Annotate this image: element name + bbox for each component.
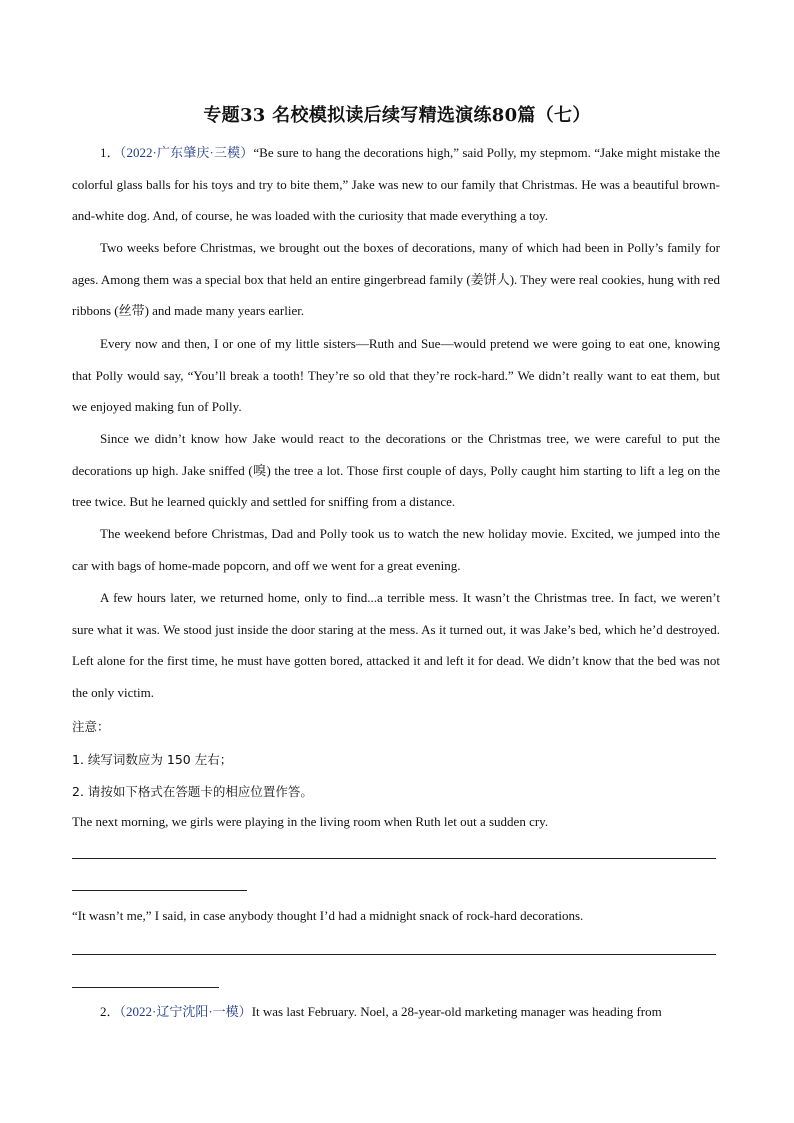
q1-paragraph-1 (72, 137, 720, 232)
note-item-2: 2. 请按如下格式在答题卡的相应位置作答。 (72, 784, 313, 799)
q1-paragraph-6: A few hours later, we returned home, only to find...a terrible mess. It wasn’t the Christmas tree. In fact, we weren’t sure what it was. We stood just inside the door staring at the mess. As it turned out, it was Jake’s bed, which he’d destroyed. Left alone for the first time, he must have gotten bored, attacked it and left it for dead. We didn’t know that the bed was not the only victim. (72, 590, 720, 700)
q2-paragraph-1 (72, 996, 720, 1028)
answer-line (72, 987, 219, 988)
answer-line (72, 890, 247, 891)
q1-paragraph-5: The weekend before Christmas, Dad and Polly took us to watch the new holiday movie. Excited, we jumped into the car with bags of home-made popcorn, and off we went for a great evening. (72, 526, 720, 573)
continuation-prompt-1: The next morning, we girls were playing in the living room when Ruth let out a sudden cry. (72, 814, 549, 829)
answer-line (72, 954, 716, 955)
note-heading: 注意： (72, 719, 110, 734)
q1-source: （2022·广东肇庆·三模） (119, 145, 254, 160)
q1-paragraph-4: Since we didn’t know how Jake would react to the decorations or the Christmas tree, we were careful to put the decorations up high. Jake sniffed (嗅) the tree a lot. Those first couple of days, Polly caught him starting to lift a leg on the tree twice. But he learned quickly and settled for sniffing from a distance. (72, 431, 720, 510)
q1-paragraph-2: Two weeks before Christmas, we brought out the boxes of decorations, many of which had been in Polly’s family for ages. Among them was a special box that held an entire gingerbread family (姜饼人). They were real cookies, hung with red ribbons (丝带) and made many years earlier. (72, 240, 720, 319)
answer-line (72, 858, 716, 859)
q1-number: 1． (100, 145, 120, 160)
q2-text-1: It was last February. Noel, a 28-year-old marketing manager was heading from (251, 1004, 662, 1019)
q2-source: （2022·辽宁沈阳·一模） (119, 1004, 252, 1019)
q2-number: 2． (100, 1004, 120, 1019)
continuation-prompt-2: “It wasn’t me,” I said, in case anybody thought I’d had a midnight snack of rock-hard decorations. (72, 908, 584, 923)
note-item-1: 1. 续写词数应为 150 左右； (72, 752, 233, 767)
q1-text-1: “Be sure to hang the decorations high,” said Polly, my stepmom. “Jake might mistake the colorful glass balls for his toys and try to bite them,” Jake was new to our family that Christmas. He was a beautiful brown-and-white dog. And, of course, he was loaded with the curiosity that made everything a toy. (72, 145, 720, 224)
q1-paragraph-3: Every now and then, I or one of my little sisters—Ruth and Sue—would pretend we were going to eat one, knowing that Polly would say, “You’ll break a tooth! They’re so old that they’re rock-hard.” We didn’t really want to eat them, but we enjoyed making fun of Polly. (72, 336, 720, 415)
page-title: 专题33 名校模拟读后续写精选演练80篇（七） (203, 105, 591, 126)
